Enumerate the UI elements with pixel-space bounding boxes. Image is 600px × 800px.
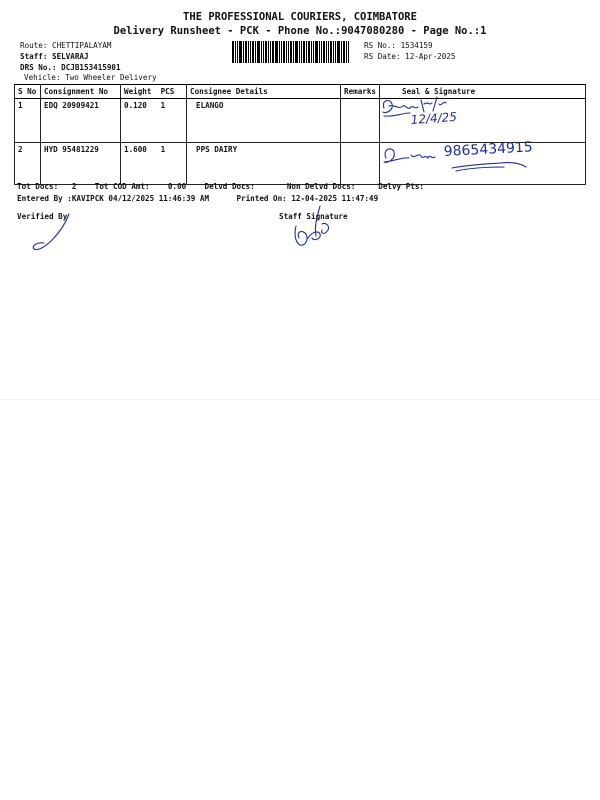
col-sno: S No [15, 85, 41, 99]
table-row [15, 143, 586, 185]
table-header-row [15, 85, 586, 99]
col-pcs: PCS [160, 87, 175, 96]
barcode-bar [311, 41, 312, 63]
barcode-bar [281, 41, 282, 63]
row-weight-pcs [121, 143, 187, 185]
row-weight-pcs [121, 99, 187, 143]
entered-printed-line [17, 194, 378, 203]
barcode-bar [323, 41, 325, 63]
non-delvd-docs-label: Non Delvd Docs: [286, 182, 356, 191]
rs-number: RS No.: 1534159 [364, 41, 433, 50]
barcode-bar [279, 41, 280, 63]
barcode-bar [326, 41, 327, 63]
barcode-bar [290, 41, 292, 63]
col-consignment-no: Consignment No [41, 85, 121, 99]
barcode-bar [243, 41, 244, 63]
barcode-bar [333, 41, 334, 63]
barcode-bar [328, 41, 329, 63]
barcode-bar [237, 41, 238, 63]
barcode-bar [239, 41, 242, 63]
barcode-bar [319, 41, 320, 63]
barcode-bar [343, 41, 345, 63]
barcode-bar [341, 41, 342, 63]
row-pcs: 1 [160, 101, 166, 110]
row-consignment: HYD 95481229 [41, 143, 121, 185]
row-consignee-name: ELANGO [196, 101, 224, 110]
row-remarks [341, 99, 380, 143]
runsheet-subtitle: Delivery Runsheet - PCK - Phone No.:9047080280 - Page No.:1 [113, 25, 487, 37]
row-sno: 1 [15, 99, 41, 143]
barcode-bar [321, 41, 322, 63]
staff-signature-label: Staff Signature [279, 212, 348, 221]
row-weight: 1.600 [124, 145, 147, 154]
barcode-bar [335, 41, 336, 63]
rs-date: RS Date: 12-Apr-2025 [364, 52, 456, 61]
row-pcs: 1 [160, 145, 166, 154]
barcode-bar [252, 41, 254, 63]
vehicle-label: Vehicle: Two Wheeler Delivery [24, 73, 157, 82]
barcode-bar [346, 41, 347, 63]
barcode-bar [245, 41, 247, 63]
company-title: THE PROFESSIONAL COURIERS, COIMBATORE [183, 11, 417, 23]
barcode-bar [330, 41, 332, 63]
barcode-bar [275, 41, 278, 63]
runsheet-table [14, 84, 586, 185]
barcode-bar [315, 41, 318, 63]
barcode-bar [268, 41, 269, 63]
staff-label: Staff: SELVARAJ [20, 52, 89, 61]
route-label: Route: CHETTIPALAYAM [20, 41, 112, 50]
scan-line [0, 399, 600, 400]
barcode [232, 41, 358, 63]
row-sno: 2 [15, 143, 41, 185]
row-consignment: EDQ 20909421 [41, 99, 121, 143]
col-remarks: Remarks [341, 85, 380, 99]
barcode-bar [263, 41, 264, 63]
barcode-bar [313, 41, 314, 63]
row2-handwritten-phone: 9865434915 [443, 139, 534, 160]
tot-cod-label: Tot COD Amt: [94, 182, 150, 191]
barcode-bar [250, 41, 251, 63]
col-seal-signature: Seal & Signature [380, 85, 586, 99]
barcode-bar [303, 41, 305, 63]
printed-on: Printed On: 12-04-2025 11:47:49 [236, 194, 379, 203]
barcode-bar [235, 41, 236, 63]
barcode-bar [286, 41, 287, 63]
barcode-bar [306, 41, 307, 63]
row-consignee [187, 143, 341, 185]
barcode-bar [232, 41, 234, 63]
barcode-bar [257, 41, 260, 63]
col-weight-pcs [121, 85, 187, 99]
tot-docs-label: Tot Docs: [17, 182, 59, 191]
col-weight: Weight [124, 87, 152, 96]
barcode-bar [301, 41, 302, 63]
row-weight: 0.120 [124, 101, 147, 110]
barcode-bar [295, 41, 298, 63]
row-consignee-name: PPS DAIRY [196, 145, 238, 154]
barcode-bar [337, 41, 340, 63]
drs-number: DRS No.: DCJB153415901 [20, 63, 121, 72]
table-row [15, 99, 586, 143]
totals-line [17, 182, 424, 191]
barcode-bar [288, 41, 289, 63]
row1-handwritten-date: 12/4/25 [410, 109, 458, 127]
barcode-bar [308, 41, 310, 63]
barcode-bar [255, 41, 256, 63]
verified-by-label: Verified By [17, 212, 68, 221]
barcode-bar [299, 41, 300, 63]
barcode-bar [261, 41, 262, 63]
col-consignee-details: Consignee Details [187, 85, 341, 99]
delvy-pts-label: Delvy Pts: [378, 182, 424, 191]
tot-cod-value: 0.00 [167, 182, 187, 191]
entered-by: Entered By :KAVIPCK 04/12/2025 11:46:39 AM [17, 194, 210, 203]
row-consignee [187, 99, 341, 143]
barcode-bar [248, 41, 249, 63]
row-signature-cell [380, 99, 586, 143]
row-signature-cell [380, 143, 586, 185]
barcode-bar [293, 41, 294, 63]
barcode-bar [348, 41, 349, 63]
tot-docs-value: 2 [71, 182, 77, 191]
row-remarks [341, 143, 380, 185]
barcode-bar [272, 41, 274, 63]
barcode-bar [283, 41, 285, 63]
delvd-docs-label: Delvd Docs: [204, 182, 255, 191]
barcode-bar [270, 41, 271, 63]
barcode-bar [265, 41, 267, 63]
